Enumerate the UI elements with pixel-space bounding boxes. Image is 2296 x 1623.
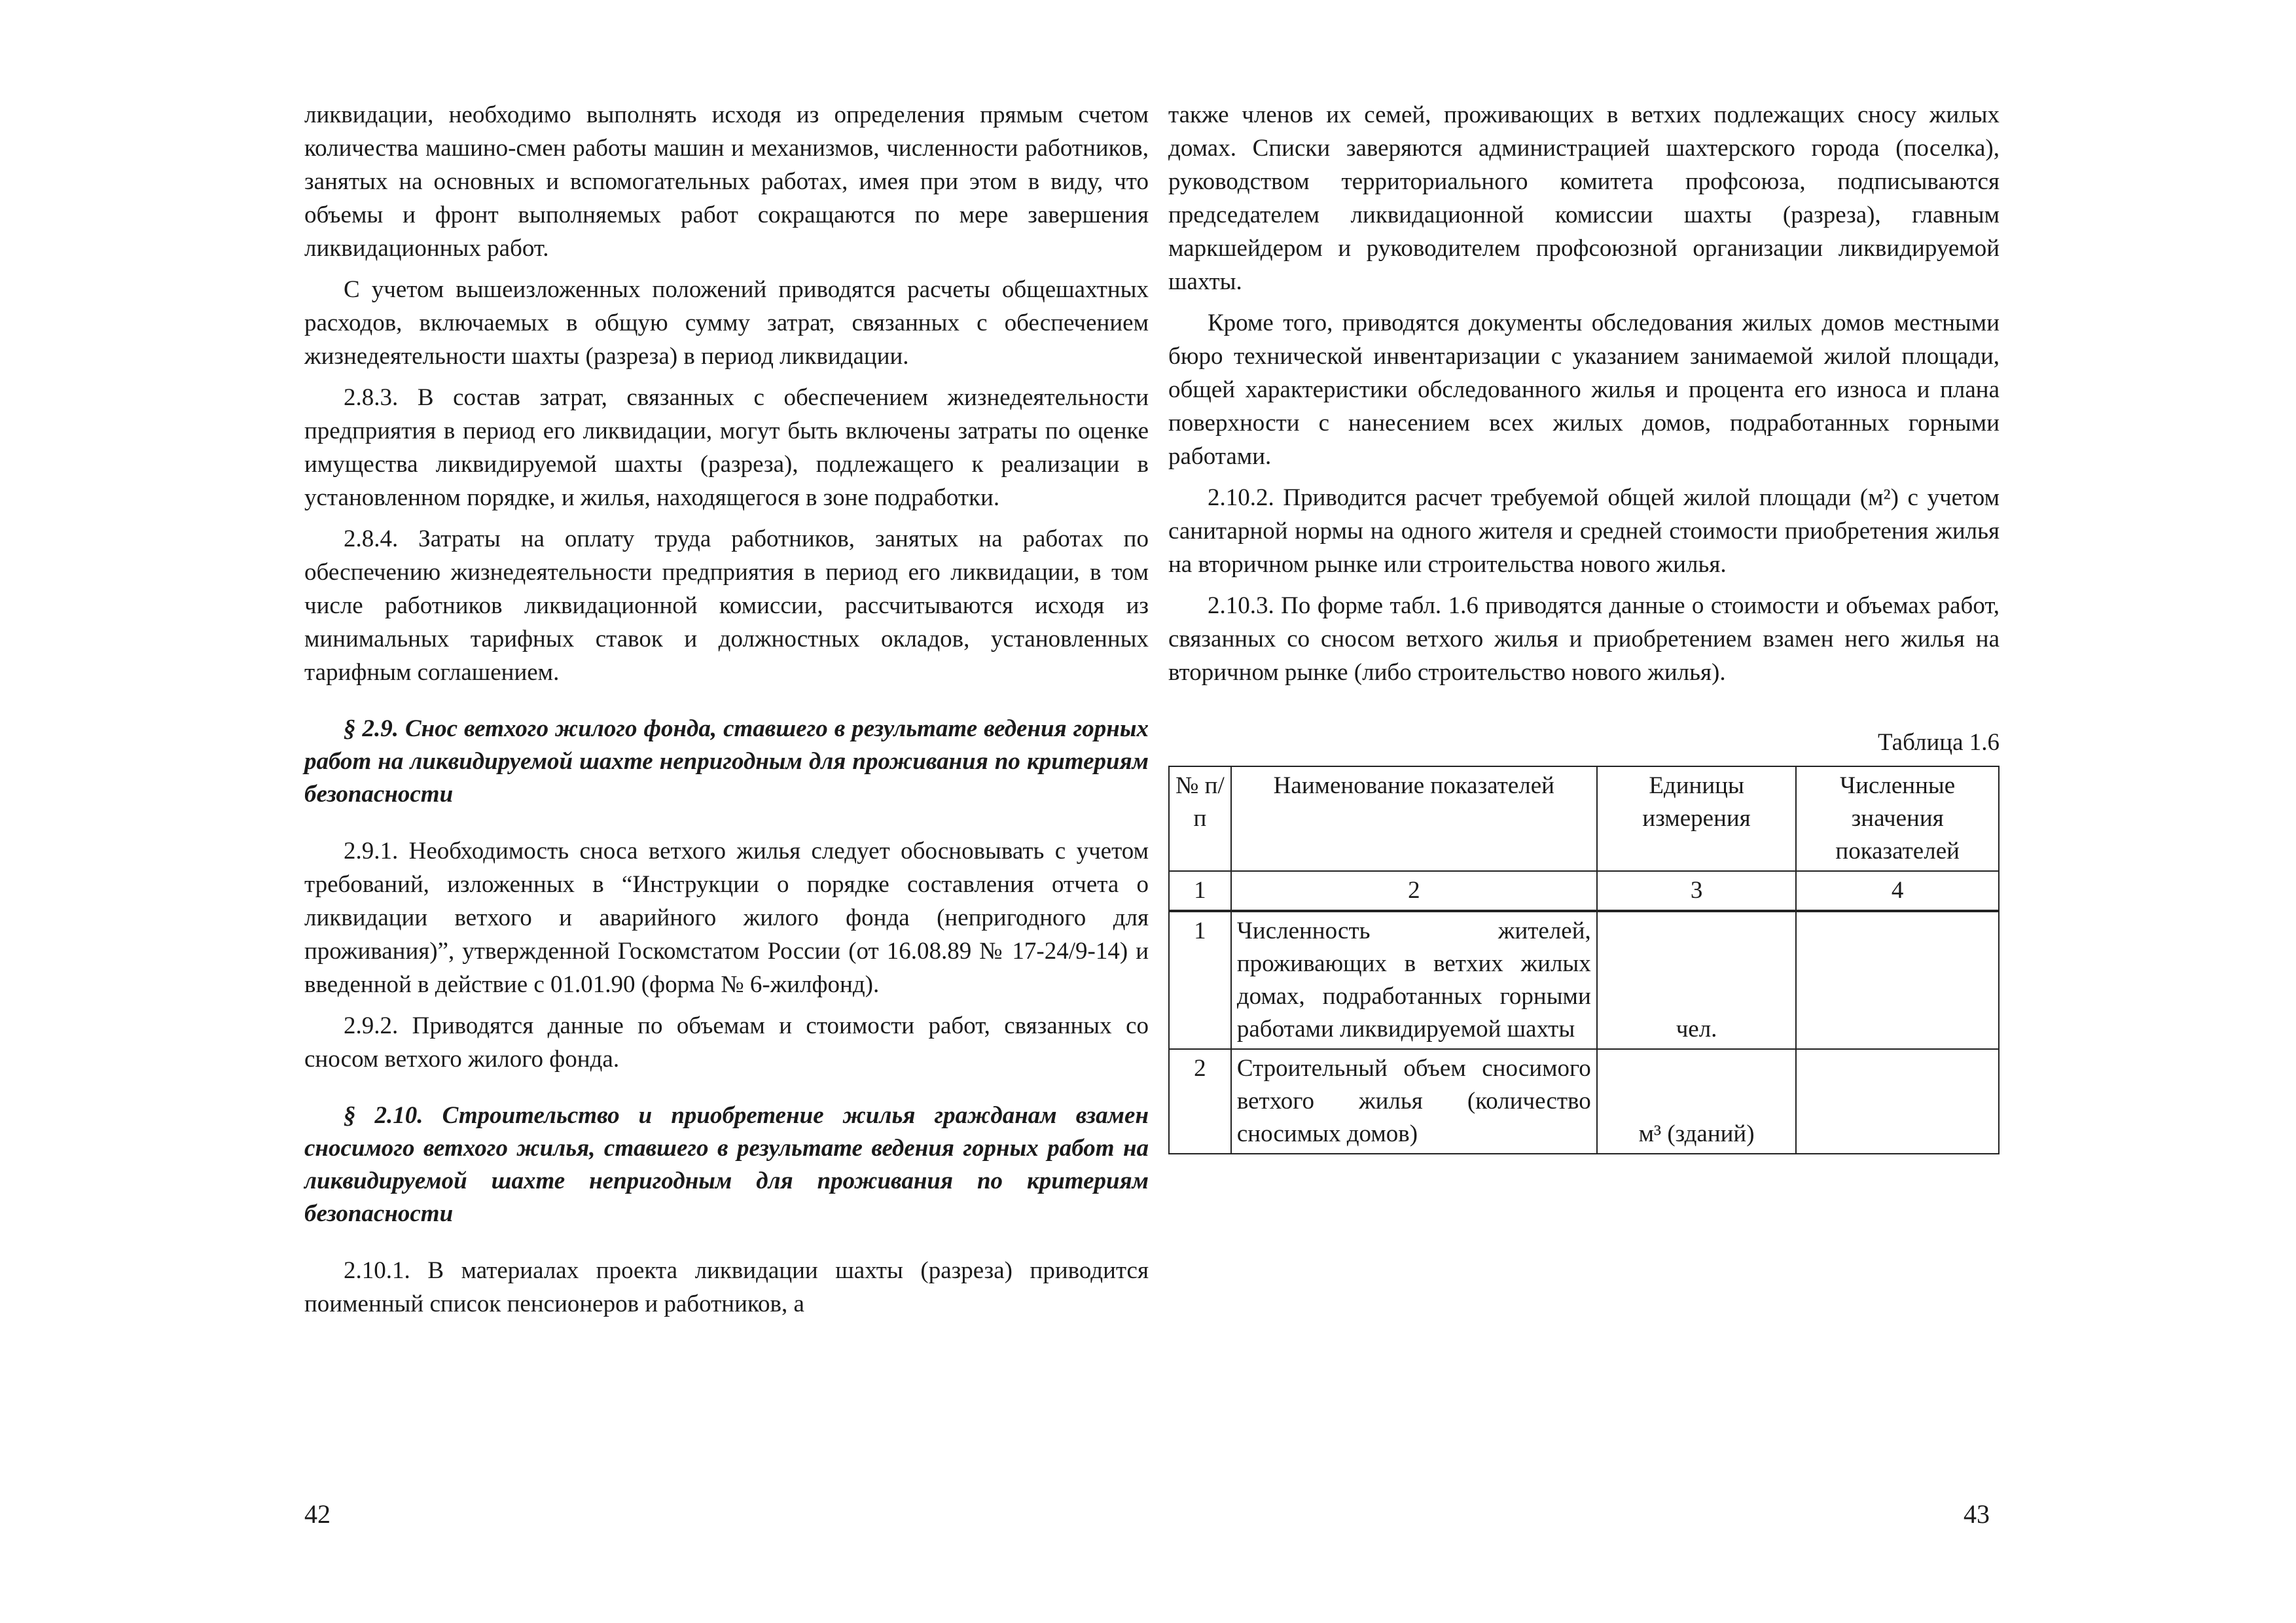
row-value (1796, 911, 1999, 1049)
paragraph-2-8-4: 2.8.4. Затраты на оплату труда работников, занятых на работах по обеспечению жизнедеятельности предприятия в период его ликвидации, в том числе работников ликвидационной комиссии, рассчитываются исходя из минимальных тарифных ставок и должностных окладов, установленных тарифным соглашением. (304, 526, 1149, 686)
right-page-column (1168, 98, 2000, 1154)
table-row (1169, 1049, 1999, 1154)
header-units: Единицы измерения (1597, 766, 1797, 871)
paragraph-overhead-expenses: С учетом вышеизложенных положений приводятся расчеты общешахтных расходов, включаемых в общую сумму затрат, связанных с обеспечением жизнедеятельности шахты (разреза) в период ликвидации. (304, 276, 1149, 370)
section-heading-2-10: § 2.10. Строительство и приобретение жилья гражданам взамен сносимого ветхого жилья, ставшего в результате ведения горных работ на ликвидируемой шахте непригодным для проживания по критериям безопасности (304, 1102, 1149, 1227)
page-number-right: 43 (1964, 1499, 1990, 1529)
row-indicator-name: Численность жителей, проживающих в ветхих жилых домах, подработанных горными работами ликвидируемой шахты (1231, 911, 1597, 1049)
table-caption: Таблица 1.6 (1878, 729, 2000, 756)
paragraph-liquidation-works: ликвидации, необходимо выполнять исходя из определения прямым счетом количества машино-смен работы машин и механизмов, численности работников, занятых на основных и вспомогательных работах, имея при этом в виду, что объемы и фронт выполняемых работ сокращаются по мере завершения ликвидационных работ. (304, 101, 1149, 262)
row-unit: чел. (1597, 911, 1797, 1049)
paragraph-2-8-3: 2.8.3. В состав затрат, связанных с обеспечением жизнедеятельности предприятия в период его ликвидации, могут быть включены затраты по оценке имущества ликвидируемой шахты (разреза), подлежащего к реализации в установленном порядке, и жилья, находящегося в зоне подработки. (304, 384, 1149, 511)
paragraph-2-10-3: 2.10.3. По форме табл. 1.6 приводятся данные о стоимости и объемах работ, связанных со сносом ветхого жилья и приобретением взамен него жилья на вторичном рынке (либо строительство нового жилья). (1168, 592, 2000, 686)
row-indicator-name: Строительный объем сносимого ветхого жилья (количество сносимых домов) (1231, 1049, 1597, 1154)
paragraph-family-members: также членов их семей, проживающих в ветхих подлежащих сносу жилых домах. Списки заверяются администрацией шахтерского города (поселка), руководством территориального комитета профсоюза, подписываются председателем ликвидационной комиссии шахты (разреза), главным маркшейдером и руководителем профсоюзной организации ликвидируемой шахты. (1168, 101, 2000, 295)
header-number: № п/п (1169, 766, 1231, 871)
row-number: 1 (1169, 911, 1231, 1049)
header-indicator-name: Наименование показателей (1231, 766, 1597, 871)
header-values: Численные значения показателей (1796, 766, 1999, 871)
paragraph-2-9-1: 2.9.1. Необходимость сноса ветхого жилья следует обосновывать с учетом требований, изложенных в “Инструкции о порядке составления отчета о ликвидации ветхого и аварийного жилого фонда (непригодного для проживания)”, утвержденной Госкомстатом России (от 16.08.89 № 17-24/9-14) и введенной в действие с 01.01.90 (форма № 6-жилфонд). (304, 838, 1149, 998)
row-value (1796, 1049, 1999, 1154)
row-number: 2 (1169, 1049, 1231, 1154)
column-number: 1 (1169, 871, 1231, 911)
table-header-row (1169, 766, 1999, 871)
paragraph-2-9-2: 2.9.2. Приводятся данные по объемам и стоимости работ, связанных со сносом ветхого жилого фонда. (304, 1012, 1149, 1073)
paragraph-2-10-2: 2.10.2. Приводится расчет требуемой общей жилой площади (м²) с учетом санитарной нормы на одного жителя и средней стоимости приобретения жилья на вторичном рынке или строительства нового жилья. (1168, 484, 2000, 578)
column-number: 2 (1231, 871, 1597, 911)
table-1-6 (1168, 766, 2000, 1154)
section-heading-2-9: § 2.9. Снос ветхого жилого фонда, ставшего в результате ведения горных работ на ликвидируемой шахте непригодным для проживания по критериям безопасности (304, 715, 1149, 808)
paragraph-inspection-documents: Кроме того, приводятся документы обследования жилых домов местными бюро технической инвентаризации с указанием занимаемой жилой площади, общей характеристики обследованного жилья и процента его износа и плана поверхности с нанесением всех жилых домов, подработанных горными работами. (1168, 310, 2000, 470)
row-unit: м³ (зданий) (1597, 1049, 1797, 1154)
table-row (1169, 911, 1999, 1049)
column-number: 3 (1597, 871, 1797, 911)
paragraph-2-10-1: 2.10.1. В материалах проекта ликвидации шахты (разреза) приводится поименный список пенсионеров и работников, а (304, 1257, 1149, 1317)
page-number-left: 42 (304, 1499, 331, 1529)
column-number: 4 (1796, 871, 1999, 911)
left-page-column (304, 98, 1149, 1329)
table-column-numbers-row (1169, 871, 1999, 911)
